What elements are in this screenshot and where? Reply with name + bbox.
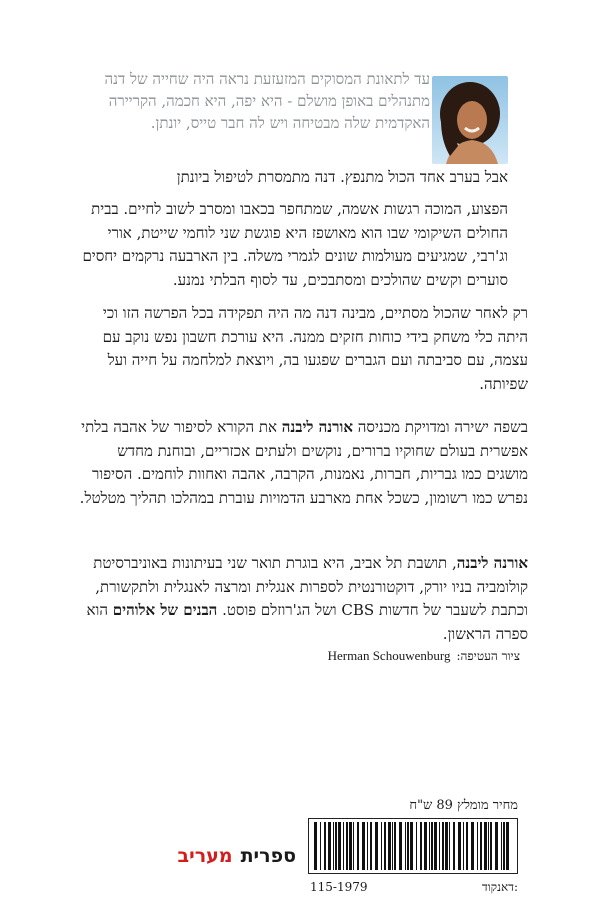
publisher-logo (160, 842, 296, 870)
bio-author-name: אורנה ליבנה (456, 554, 528, 572)
publisher-word-1: ספרית (240, 845, 296, 867)
paragraph-3-text (72, 416, 528, 510)
teaser-text (74, 68, 430, 134)
author-photo (432, 76, 508, 164)
cover-artist-name: Herman Schouwenburg (327, 648, 451, 663)
teaser-line: עד לתאונת המסוקים המזעזעת נראה היה שחייה של דנה (104, 70, 430, 88)
author-name-bold: אורנה ליבנה (281, 418, 354, 436)
author-bio-text (72, 552, 528, 646)
paragraph-1-rest: הפצוע, המוכה רגשות אשמה, שמתחפר בכאבו ומסרב לשוב לחיים. בבית החולים השיקומי שבו הוא מאושפז היא פוגשת שני לוחמי שייטת, אורי וג'רבי, שמגיעים מעולמות שונים לגמרי משלה. בין הארבעה נרקמים יחסים סוערים וקשים שהולכים ומסתבכים, עד לסוף הבלתי נמנע. (82, 200, 508, 289)
price-label: מחיר מומלץ 89 ש"ח (409, 798, 518, 813)
dankod-line (310, 880, 518, 895)
book-title-bold: הבנים של אלוהים (112, 601, 218, 619)
author-portrait-image (432, 76, 508, 164)
paragraph-3 (72, 416, 528, 510)
paragraph-3-post: את הקורא לסיפור של אהבה בלתי אפשרית בעולם שחוקיו ברורים, נוקשים ולעתים אכזריים, ובוחנת מחדש מושגים כמו גבריות, חברות, נאמנות, הקרבה, אהבה ואחוות לוחמים. הסיפור נפרש כמו רשומון, כשכל אחת מארבע הדמויות עוברת במהלכו תהליך מטלטל. (79, 418, 528, 507)
cover-credit (316, 648, 520, 664)
teaser-line: מתנהלים באופן מושלם - היא יפה, היא חכמה, הקריירה (108, 92, 430, 110)
teaser-line: האקדמית שלה מבטיחה ויש לה חבר טייס, יונתן. (150, 114, 430, 132)
paragraph-3-pre: בשפה ישירה ומדויקת מכניסה (353, 418, 528, 436)
paragraph-2-text: רק לאחר שהכול מסתיים, מבינה דנה מה היה תפקידה בכל הפרשה הזו וכי היתה כלי משחק בידי כוחות חזקים ממנה. היא עורכת חשבון נפש נוקב עם עצמה, עם סביבתה ועם הגברים שפגעו בה, ויוצאת למלחמה על חייה ועל שפיותה. (102, 304, 528, 393)
dankod-label: דאנקוד: (481, 880, 518, 894)
author-bio (72, 552, 528, 646)
paragraph-1 (72, 166, 508, 292)
paragraph-2 (72, 302, 528, 396)
publisher-word-2: מעריב (177, 845, 233, 867)
paragraph-1-line-1: אבל בערב אחד הכול מתנפץ. דנה מתמסרת לטיפול ביונתן (176, 168, 508, 186)
cover-credit-label: ציור העטיפה: (456, 649, 520, 663)
bio-text-1: , תושבת תל אביב, היא בוגרת תואר שני בעיתונות באוניברסיטת קולומביה בניו יורק, דוקטורנטית לספרות אנגלית ומרצה לאנגלית ולתקשורת, וכתבת לשעבר של חדשות CBS ושל הג'רוזלם פוסט. (93, 554, 528, 619)
bio-text-2: הוא ספרה הראשון. (86, 601, 528, 643)
barcode (308, 818, 518, 874)
dankod-value: 115-1979 (310, 880, 368, 894)
barcode-bars-icon (308, 818, 518, 874)
